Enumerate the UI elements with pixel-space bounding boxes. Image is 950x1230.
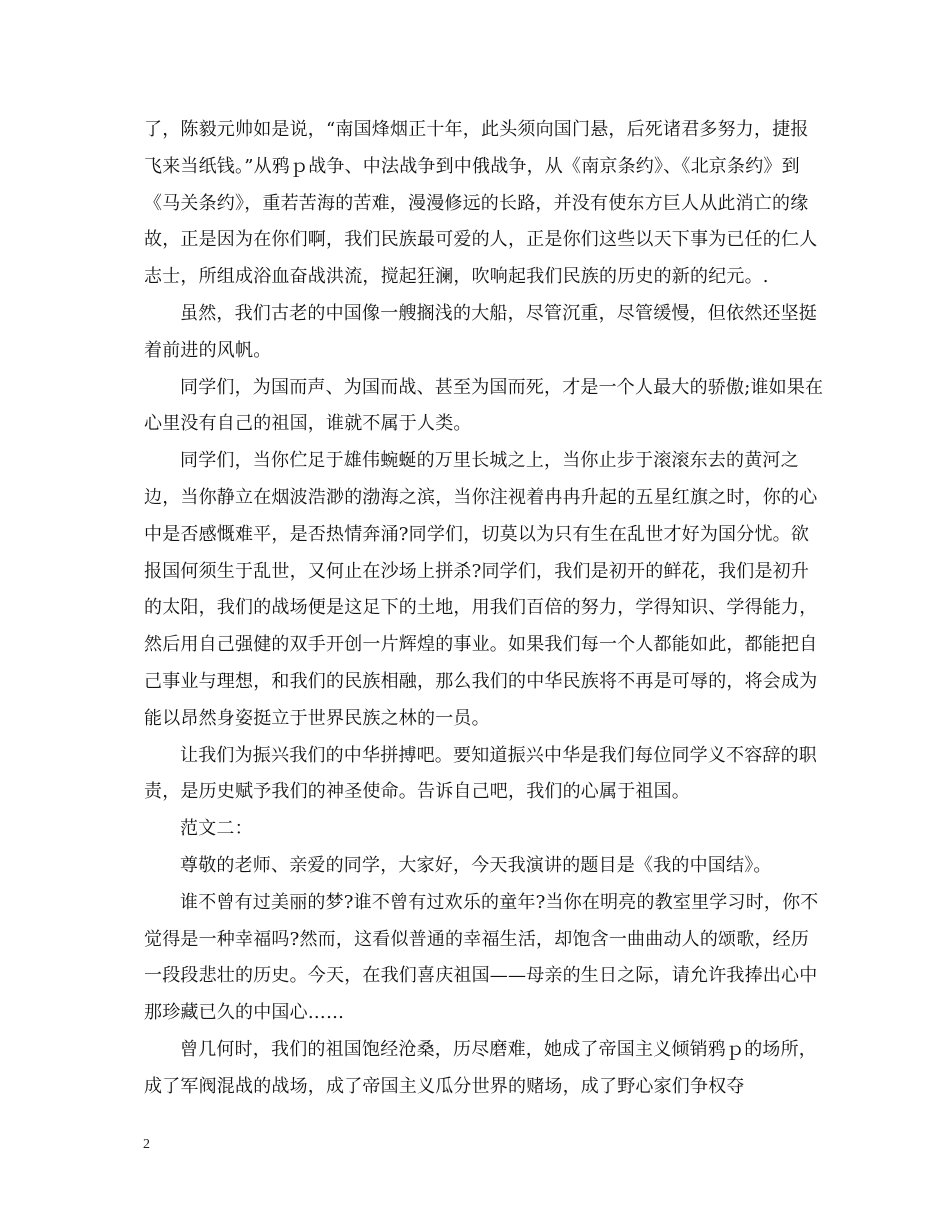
paragraph-8: 曾几何时，我们的祖国饱经沧桑，历尽磨难，她成了帝国主义倾销鸦ｐ的场所，成了军阀混战的战场，成了帝国主义瓜分世界的赌场，成了野心家们争权夺 (144, 1038, 817, 1097)
paragraph-3: 同学们，为国而声、为国而战、甚至为国而死，才是一个人最大的骄傲;谁如果在心里没有自己的祖国，谁就不属于人类。 (144, 376, 824, 435)
section-label: 范文二： (180, 818, 253, 840)
paragraph-4: 同学们，当你伫足于雄伟蜿蜒的万里长城之上，当你止步于滚滚东去的黄河之边，当你静立在烟波浩渺的渤海之滨，当你注视着冉冉升起的五星红旗之时，你的心中是否感慨难平，是否热情奔涌?同学们，切莫以为只有生在乱世才好为国分忧。欲报国何须生于乱世，又何止在沙场上拼杀?同学们，我们是初开的鲜花，我们是初升的太阳，我们的战场便是这足下的土地，用我们百倍的努力，学得知识、学得能力，然后用自己强健的双手开创一片辉煌的事业。如果我们每一个人都能如此，都能把自己事业与理想，和我们的民族相融，那么我们的中华民族将不再是可辱的，将会成为能以昂然身姿挺立于世界民族之林的一员。 (144, 450, 818, 729)
paragraph-1: 了，陈毅元帅如是说，“南国烽烟正十年，此头须向国门悬，后死诸君多努力，捷报飞来当纸钱。”从鸦ｐ战争、中法战争到中俄战争，从《南京条约》、《北京条约》到《马关条约》，重若苦海的苦难，漫漫修远的长路，并没有使东方巨人从此消亡的缘故，正是因为在你们啊，我们民族最可爱的人，正是你们这些以天下事为已任的仁人志士，所组成浴血奋战洪流，搅起狂澜，吹响起我们民族的历史的新的纪元。. (144, 119, 818, 288)
paragraph-7: 谁不曾有过美丽的梦?谁不曾有过欢乐的童年?当你在明亮的教室里学习时，你不觉得是一种幸福吗?然而，这看似普通的幸福生活，却饱含一曲曲动人的颂歌，经历一段段悲壮的历史。今天，在我们喜庆祖国——母亲的生日之际，请允许我捧出心中那珍藏已久的中国心…… (144, 891, 819, 1024)
paragraph-2: 虽然，我们古老的中国像一艘搁浅的大船，尽管沉重，尽管缓慢，但依然还坚挺着前进的风帆。 (144, 302, 817, 361)
paragraph-6: 尊敬的老师、亲爱的同学，大家好，今天我演讲的题目是《我的中国结》。 (180, 854, 772, 876)
document-body (144, 112, 824, 1106)
paragraph-5: 让我们为振兴我们的中华拼搏吧。要知道振兴中华是我们每位同学义不容辞的职责，是历史赋予我们的神圣使命。告诉自己吧，我们的心属于祖国。 (144, 744, 817, 803)
page-number: 2 (143, 1137, 150, 1152)
